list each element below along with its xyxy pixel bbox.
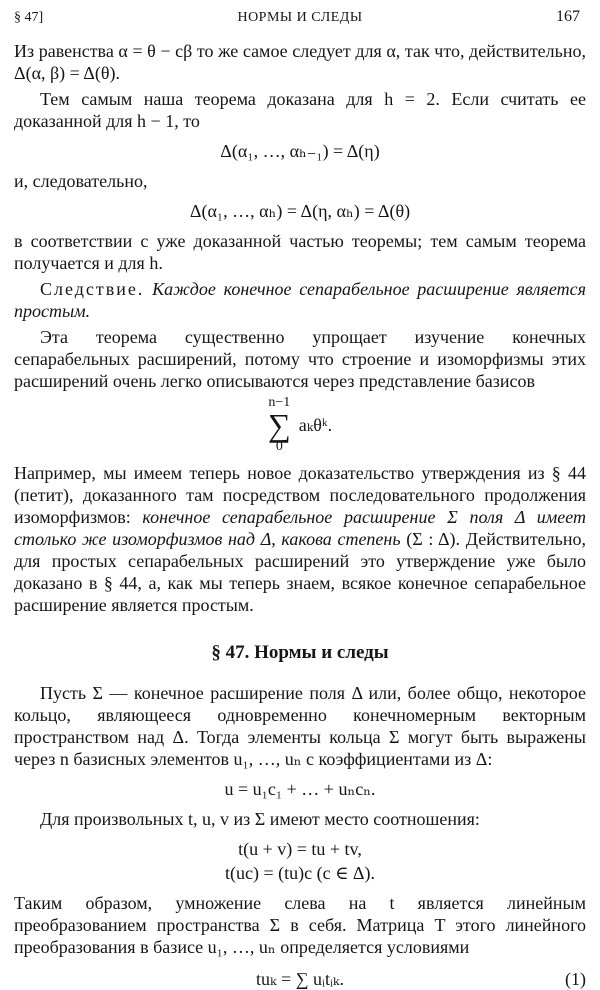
corollary-text: Каждое конечное сепарабельное расширение является простым. bbox=[14, 279, 587, 321]
formula: tuₖ = ∑ uᵢtᵢₖ. bbox=[255, 969, 344, 989]
italic-statement: конечное сепарабельное расширение Σ поля Δ имеет столько же изоморфизмов над Δ, какова степень bbox=[14, 507, 587, 549]
corollary-label: Следствие. bbox=[40, 279, 145, 299]
formula: u = u₁c₁ + … + uₙcₙ. bbox=[224, 779, 376, 799]
formula: Δ(α₁, …, αₕ₋₁) = Δ(η) bbox=[220, 141, 380, 161]
page-number: 167 bbox=[556, 8, 580, 25]
sum-body: aₖθᵏ. bbox=[298, 415, 333, 435]
paragraph: и, следовательно, bbox=[14, 171, 148, 191]
formula: Δ(α₁, …, αₕ) = Δ(η, αₕ) = Δ(θ) bbox=[189, 201, 411, 221]
formula: t(u + v) = tu + tv, bbox=[238, 839, 362, 859]
paragraph: Тем самым наша теорема доказана для h = 2. Если считать ее доказанной для h − 1, то bbox=[14, 89, 586, 131]
running-header bbox=[14, 8, 586, 30]
paragraph: в соответствии с уже доказанной частью теоремы; тем самым теорема получается и для h. bbox=[14, 231, 586, 273]
paragraph: Таким образом, умножение слева на t является линейным преобразованием пространства Σ в себя. Матрица T этого линейного преобразования в базисе u₁, …, uₙ определяется условиями bbox=[14, 893, 586, 957]
page-body bbox=[14, 40, 586, 990]
paragraph-text: (Σ : Δ). Действительно, для простых сепарабельных расширений это утверждение уже было доказано в § 44, а, как мы теперь знаем, всякое конечное сепарабельное расширение является простым. bbox=[14, 529, 586, 615]
formula: t(uc) = (tu)c (c ∈ Δ). bbox=[225, 863, 375, 883]
sigma-symbol: ∑ bbox=[267, 407, 291, 443]
paragraph: Пусть Σ — конечное расширение поля Δ или, более общо, некоторое кольцо, являющееся одновременно конечномерным векторным пространством над Δ. Тогда элементы кольца Σ могут быть выражены через n базисных элементов u₁, …, uₙ с коэффициентами из Δ: bbox=[14, 683, 586, 769]
paragraph: Из равенства α = θ − cβ то же самое следует для α, так что, действительно, Δ(α, β) = Δ(θ). bbox=[14, 41, 586, 83]
sum-lower-limit: 0 bbox=[275, 439, 283, 454]
sum-formula bbox=[14, 396, 586, 454]
section-heading: § 47. Нормы и следы bbox=[211, 642, 389, 663]
paragraph: Эта теорема существенно упрощает изучение конечных сепарабельных расширений, потому что строение и изоморфизмы этих расширений очень легко описываются через представление базисов bbox=[14, 327, 586, 391]
corollary bbox=[14, 278, 586, 322]
equation-number: (1) bbox=[565, 969, 586, 989]
summation-sign bbox=[268, 396, 291, 454]
header-title: НОРМЫ И СЛЕДЫ bbox=[237, 10, 363, 25]
paragraph-text: Например, мы имеем теперь новое доказательство утверждения из § 44 (петит), доказанного там посредством последовательного продолжения изоморфизмов: bbox=[14, 463, 586, 527]
paragraph: Для произвольных t, u, v из Σ имеют место соотношения: bbox=[40, 809, 480, 829]
header-section-ref: § 47] bbox=[14, 10, 44, 25]
sum-upper-limit: n−1 bbox=[268, 395, 291, 410]
numbered-equation bbox=[14, 968, 586, 990]
paragraph bbox=[14, 462, 586, 616]
